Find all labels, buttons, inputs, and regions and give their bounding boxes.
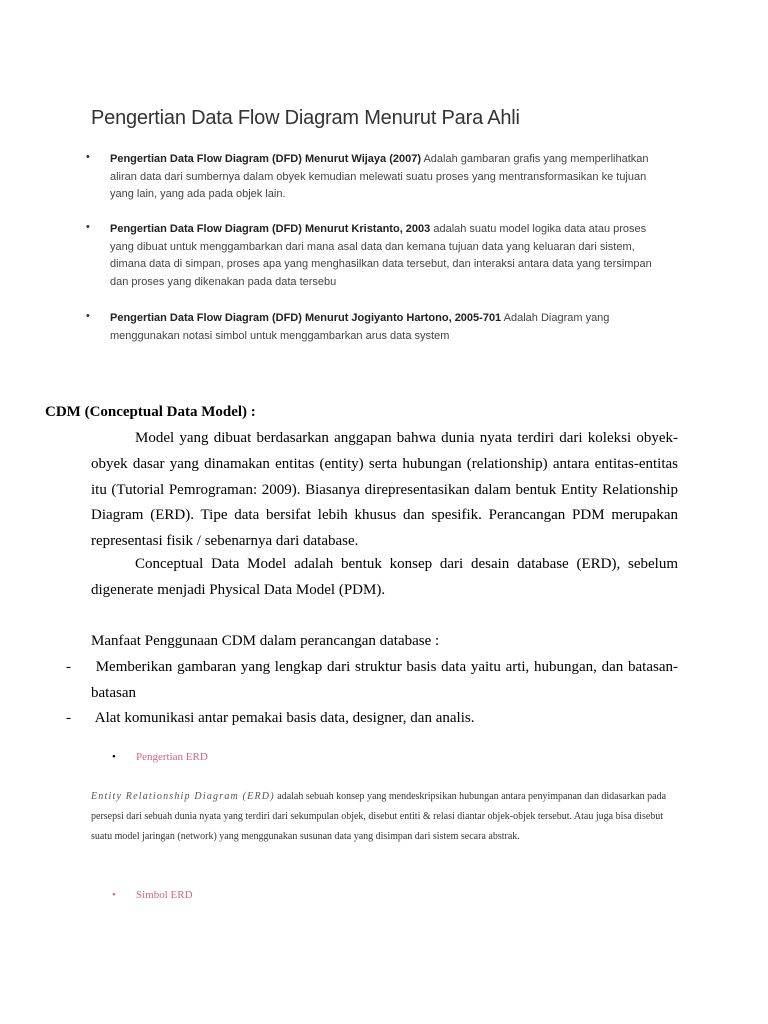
bullet-icon: • (112, 889, 116, 901)
benefit-text (91, 655, 678, 707)
manfaat-heading (91, 629, 678, 655)
bullet-icon: • (112, 751, 116, 763)
cdm-paragraph-2-text: Conceptual Data Model adalah bentuk konsep dari desain database (ERD), sebelum digenerate menjadi Physical Data Model (PDM). (91, 556, 678, 598)
cdm-paragraph-2 (91, 552, 678, 604)
benefit-text-value: Memberikan gambaran yang lengkap dari struktur basis data yaitu arti, hubungan, dan batasan-batasan (91, 659, 678, 701)
list-item (86, 221, 666, 291)
list-item-text (110, 221, 666, 291)
list-item-bold: Pengertian Data Flow Diagram (DFD) Menurut Kristanto, 2003 (110, 223, 431, 235)
benefit-text (91, 706, 678, 732)
bullet-icon: • (86, 151, 90, 163)
simbol-heading: Simbol ERD (136, 889, 193, 901)
list-item-bold: Pengertian Data Flow Diagram (DFD) Menurut Wijaya (2007) (110, 153, 422, 165)
list-item-text (110, 151, 666, 204)
list-item-body: adalah suatu model logika data atau proses yang dibuat untuk menggambarkan dari mana asal data dan kemana tujuan data yang keluaran dari sistem, dimana data di simpan, proses apa yang menghasilkan data tersebut, dan interaksi antara data yang tersimpan dan proses yang dikenakan pada data tersebu (110, 223, 652, 288)
list-item (86, 310, 666, 345)
erd-paragraph (91, 787, 681, 847)
cdm-heading: CDM (Conceptual Data Model) : (45, 404, 256, 420)
bullet-icon: • (86, 310, 90, 322)
erd-lead: Entity Relationship Diagram (ERD) (91, 791, 275, 802)
dash-marker: - (66, 659, 71, 675)
simbol-heading-row (112, 889, 193, 901)
erd-heading: Pengertian ERD (136, 751, 208, 763)
list-item-body: Adalah gambaran grafis yang memperlihatkan aliran data dari sumbernya dalam obyek kemudian melewati suatu proses yang mentransformasikan ke tujuan yang lain, yang ada pada objek lain. (110, 153, 649, 200)
benefit-item (66, 655, 678, 707)
list-item-text (110, 310, 666, 345)
cdm-paragraph-1-text: Model yang dibuat berdasarkan anggapan bahwa dunia nyata terdiri dari koleksi obyek-obyek dasar yang dinamakan entitas (entity) serta hubungan (relationship) antara entitas-entitas itu (Tutorial Pemrograman: 2009). Biasanya direpresentasikan dalam bentuk Entity Relationship Diagram (ERD). Tipe data bersifat lebih khusus dan spesifik. Perancangan PDM merupakan representasi fisik / sebenarnya dari database. (91, 430, 678, 550)
bullet-icon: • (86, 221, 90, 233)
list-item (86, 151, 666, 204)
benefit-item (66, 706, 678, 732)
erd-body: adalah sebuah konsep yang mendeskripsikan hubungan antara penyimpanan dan didasarkan pada persepsi dari sebuah dunia nyata yang terdiri dari sekumpulan objek, disebut entiti & relasi diantar objek-objek tersebut. Atau juga bisa disebut suatu model jaringan (network) yang menggunakan susunan data yang disimpan dari sistem secara abstrak. (91, 791, 667, 842)
list-item-body: Adalah Diagram yang menggunakan notasi simbol untuk menggambarkan arus data system (110, 312, 610, 342)
erd-heading-row (112, 751, 208, 763)
manfaat-heading-text: Manfaat Penggunaan CDM dalam perancangan database : (91, 633, 440, 649)
dash-marker: - (66, 710, 71, 726)
list-item-bold: Pengertian Data Flow Diagram (DFD) Menurut Jogiyanto Hartono, 2005-701 (110, 312, 502, 324)
benefit-text-value: Alat komunikasi antar pemakai basis data, designer, dan analis. (94, 710, 475, 726)
cdm-paragraph-1 (91, 426, 678, 555)
page-title: Pengertian Data Flow Diagram Menurut Para Ahli (91, 107, 520, 129)
